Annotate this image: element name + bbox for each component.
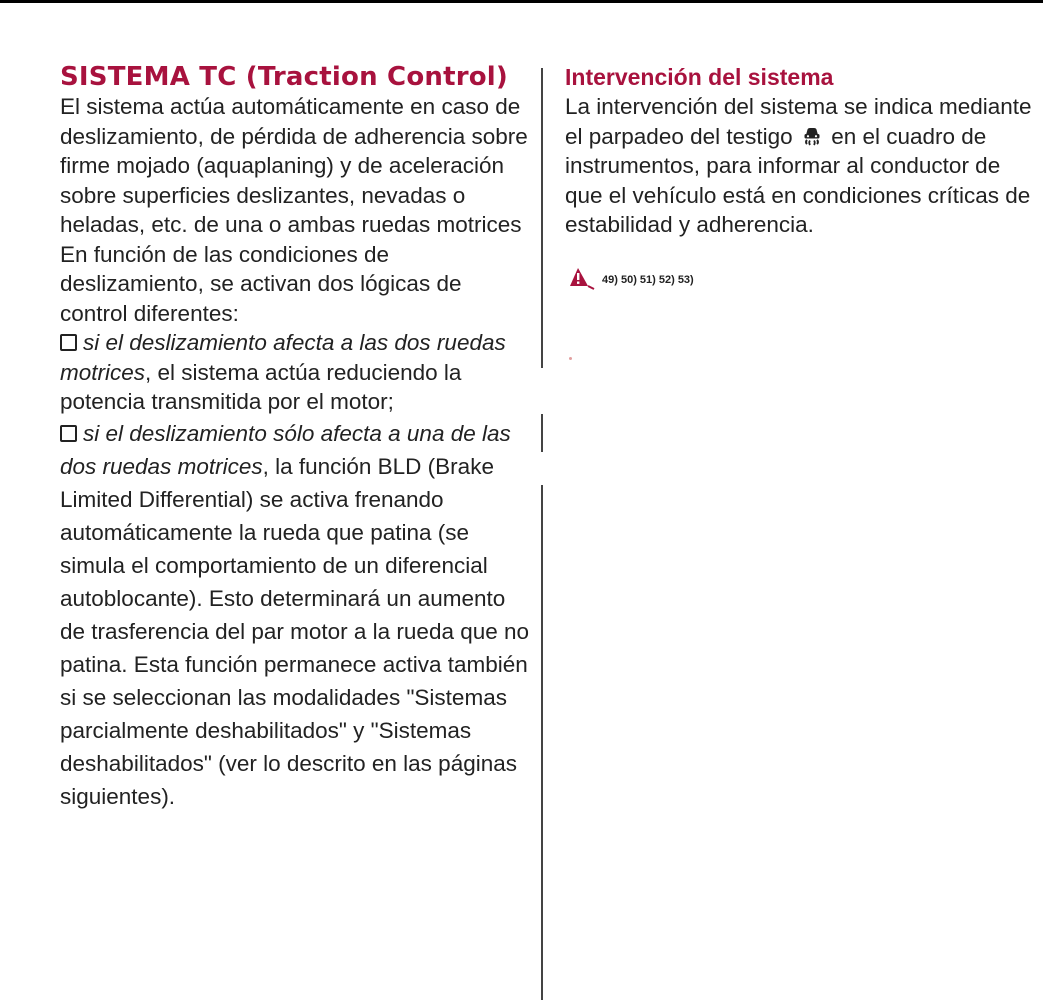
warning-reference [565, 266, 1035, 290]
list-item-emphasis: si el deslizamiento afecta a las dos ruedas motrices [60, 330, 506, 385]
subsection-title: Intervención del sistema [565, 64, 834, 90]
warning-triangle-icon [568, 266, 596, 290]
section-title: SISTEMA TC (Traction Control) [60, 62, 509, 92]
checkbox-bullet-icon [60, 334, 77, 351]
traction-control-light-icon [800, 124, 824, 148]
paragraph-text: en el cuadro de instrumentos, para informar al conductor de que el vehículo está en condiciones críticas de estabilidad y adherencia. [565, 123, 1031, 237]
list-item-emphasis: si el deslizamiento sólo afecta a una de las dos ruedas motrices [60, 420, 511, 479]
intro-paragraph: El sistema actúa automáticamente en caso de deslizamiento, de pérdida de adherencia sobre firme mojado (aquaplaning) y de aceleración sobre superficies deslizantes, nevadas o heladas, etc. de una o ambas ruedas motrices En función de las condiciones de deslizamiento, se activan dos lógicas de control diferentes: [60, 94, 528, 326]
list-item-text: , la función BLD (Brake Limited Differential) se activa frenando automáticamente la rueda que patina (se simula el comportamiento de un diferencial autoblocante). Esto determinará un aumento de trasferencia del par motor a la rueda que no patina. Esta función permanece activa también si se seleccionan las modalidades "Sistemas parcialmente deshabilitados" y "Sistemas deshabilitados" (ver lo descrito en las páginas siguientes). [60, 453, 530, 809]
column-divider [541, 68, 543, 368]
list-item-text: , el sistema actúa reduciendo la potencia transmitida por el motor; [60, 359, 462, 414]
list-item [60, 328, 530, 417]
paragraph-text: La intervención del sistema se indica mediante el parpadeo del testigo [565, 94, 1032, 149]
column-divider [541, 414, 543, 452]
checkbox-bullet-icon [60, 425, 77, 442]
list-item [60, 417, 530, 813]
right-column [565, 62, 1035, 290]
intervention-paragraph [565, 92, 1035, 240]
decorative-dot [569, 357, 572, 360]
left-column [60, 62, 530, 813]
column-divider [541, 485, 543, 1000]
top-border [0, 0, 1043, 3]
warning-references-text: 49) 50) 51) 52) 53) [602, 273, 694, 286]
